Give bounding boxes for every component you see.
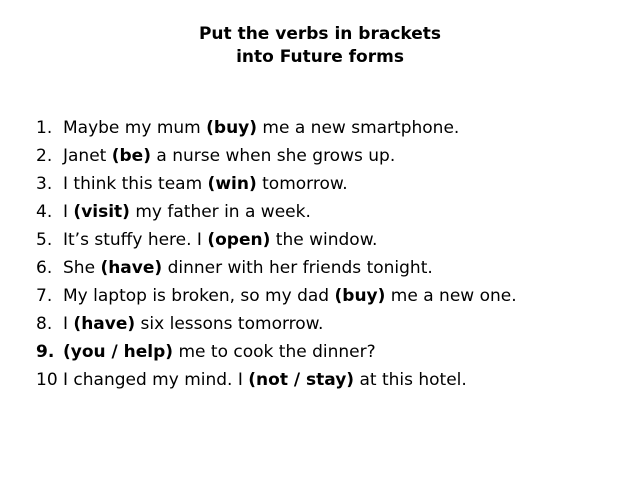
item-text: I think this team [63, 174, 208, 194]
page-title [0, 23, 640, 69]
list-item [36, 314, 596, 335]
list-item [36, 146, 596, 167]
verb-prompt: (open) [207, 230, 271, 250]
verb-prompt: (be) [111, 146, 151, 166]
verb-prompt: (you / help) [63, 342, 174, 362]
item-number: 10 [36, 370, 58, 390]
verb-prompt: (not / stay) [248, 370, 355, 390]
item-number: 8. [36, 314, 53, 334]
item-text: Janet [63, 146, 112, 166]
item-text: She [63, 258, 101, 278]
item-text: It’s stuffy here. I [63, 230, 208, 250]
item-number: 4. [36, 202, 53, 222]
item-number: 3. [36, 174, 53, 194]
item-number: 9. [36, 342, 55, 362]
item-text: six lessons tomorrow. [135, 314, 324, 334]
item-text: me to cook the dinner? [173, 342, 376, 362]
title-line-1: Put the verbs in brackets [198, 24, 442, 44]
item-number: 6. [36, 258, 53, 278]
title-line-2: into Future forms [236, 47, 404, 67]
item-text: My laptop is broken, so my dad [63, 286, 335, 306]
exercise-list [36, 118, 596, 398]
list-item [36, 258, 596, 279]
item-text: me a new smartphone. [257, 118, 460, 138]
list-item [36, 174, 596, 195]
item-number: 5. [36, 230, 53, 250]
verb-prompt: (buy) [334, 286, 386, 306]
verb-prompt: (have) [73, 314, 136, 334]
item-number: 7. [36, 286, 53, 306]
verb-prompt: (buy) [206, 118, 258, 138]
item-text: I [63, 314, 74, 334]
list-item [36, 202, 596, 223]
item-number: 1. [36, 118, 53, 138]
item-text: me a new one. [385, 286, 517, 306]
item-text: I changed my mind. I [63, 370, 249, 390]
item-number: 2. [36, 146, 53, 166]
item-text: at this hotel. [354, 370, 467, 390]
verb-prompt: (have) [100, 258, 163, 278]
list-item [36, 230, 596, 251]
list-item [36, 118, 596, 139]
verb-prompt: (visit) [73, 202, 130, 222]
item-text: the window. [270, 230, 378, 250]
list-item [36, 342, 596, 363]
item-text: I [63, 202, 74, 222]
list-item [36, 286, 596, 307]
item-text: my father in a week. [129, 202, 311, 222]
item-text: dinner with her friends tonight. [162, 258, 433, 278]
item-text: a nurse when she grows up. [150, 146, 396, 166]
item-text: Maybe my mum [63, 118, 207, 138]
verb-prompt: (win) [207, 174, 257, 194]
list-item [36, 370, 596, 391]
item-text: tomorrow. [256, 174, 348, 194]
